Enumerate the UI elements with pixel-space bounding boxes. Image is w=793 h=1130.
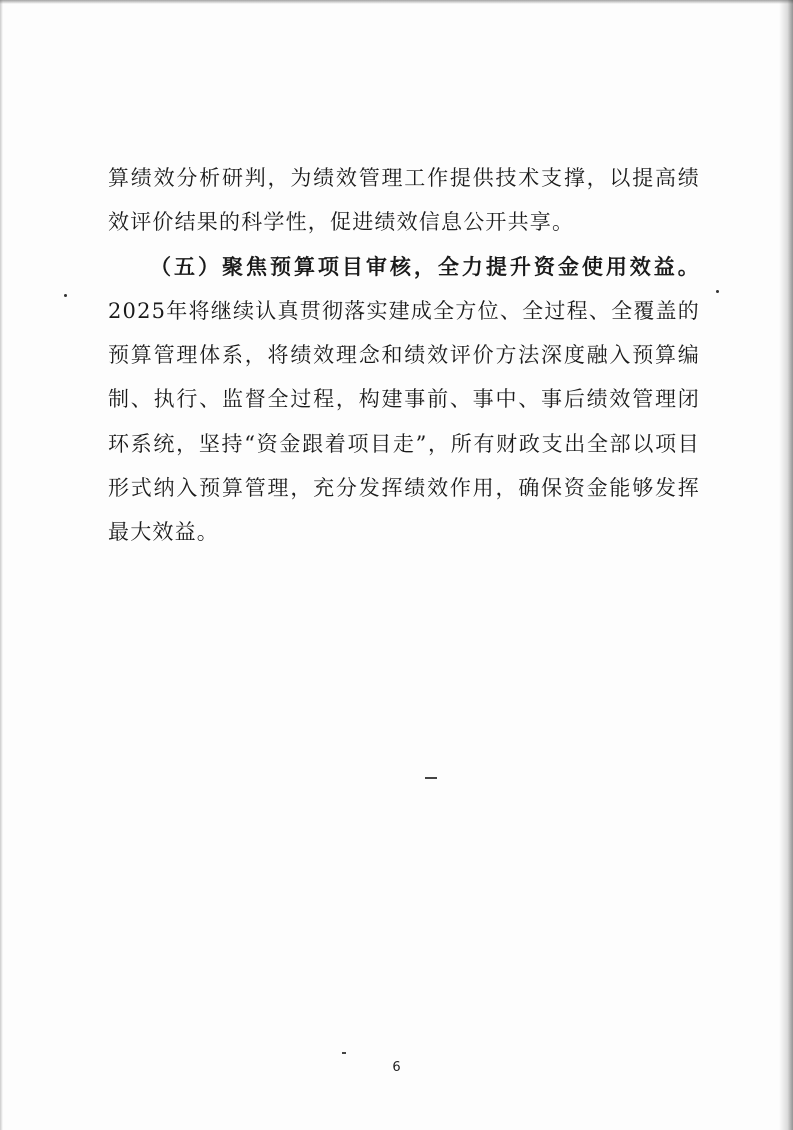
section-five-body: 2025年将继续认真贯彻落实建成全方位、全过程、全覆盖的预算管理体系，将绩效理念和绩效评价方法深度融入预算编制、执行、监督全过程，构建事前、事中、事后绩效管理闭环系统，坚持“资金跟着项目走”，所有财政支出全部以项目形式纳入预算管理，充分发挥绩效作用，确保资金能够发挥最大效益。 xyxy=(108,298,700,545)
scan-left-edge xyxy=(0,0,3,1130)
paragraph-continuation: 算绩效分析研判，为绩效管理工作提供技术支撑，以提高绩效评价结果的科学性，促进绩效信息公开共享。 xyxy=(108,166,700,235)
document-body xyxy=(108,156,700,555)
page-number: 6 xyxy=(392,1060,401,1075)
scan-speck xyxy=(64,294,67,297)
scan-mark xyxy=(425,777,437,779)
scan-speck xyxy=(716,290,719,293)
paragraph-section-five xyxy=(108,245,700,555)
scan-mark xyxy=(342,1052,346,1054)
scan-right-edge xyxy=(779,0,793,1130)
scan-top-edge xyxy=(0,0,793,4)
section-heading-five: （五）聚焦预算项目审核，全力提升资金使用效益。 xyxy=(150,253,700,279)
